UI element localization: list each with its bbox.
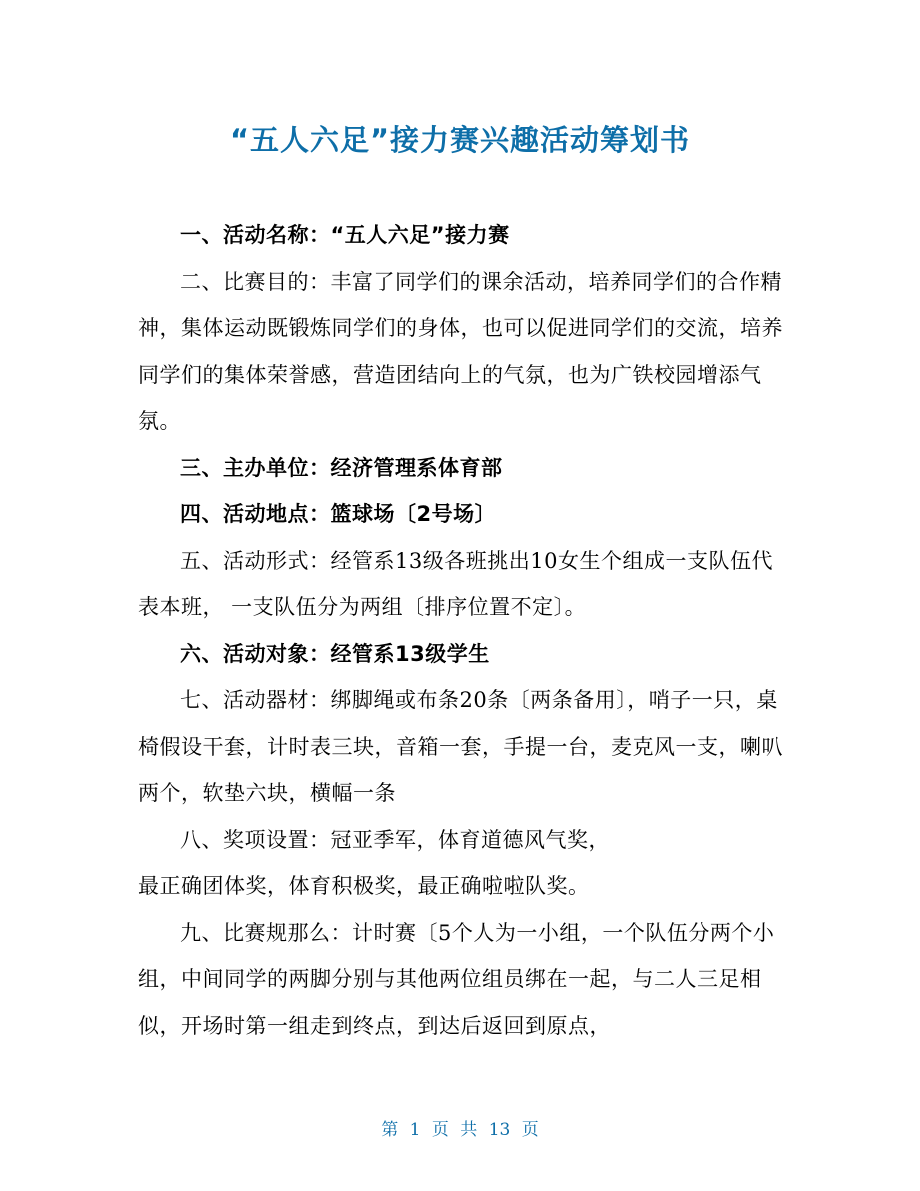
section-location: 四、活动地点：篮球场〔2号场〕 — [180, 502, 497, 526]
section-participants: 六、活动对象：经管系13级学生 — [180, 641, 490, 666]
page-footer: 第 1 页 共 13 页 — [381, 1120, 539, 1140]
section-awards-continued: 最正确团体奖，体育积极奖，最正确啦啦队奖。 — [138, 874, 590, 898]
document-title: “五人六足”接力赛兴趣活动筹划书 — [229, 123, 691, 157]
section-awards: 八、奖项设置：冠亚季军，体育道德风气奖， — [180, 827, 610, 852]
section-purpose: 二、比赛目的：丰富了同学们的课余活动，培养同学们的合作精神，集体运动既锻炼同学们的身体，也可以促进同学们的交流，培养同学们的集体荣誉感，营造团结向上的气氛，也为广铁校园增添气氛。 — [138, 269, 783, 433]
section-activity-name: 一、活动名称：“五人六足”接力赛 — [180, 223, 510, 247]
section-format: 五、活动形式：经管系13级各班挑出10女生个组成一支队伍代表本班， 一支队伍分为两组〔排序位置不定〕。 — [138, 548, 773, 619]
section-rules: 九、比赛规那么：计时赛〔5个人为一小组，一个队伍分两个小组，中间同学的两脚分别与其他两位组员绑在一起，与二人三足相似，开场时第一组走到终点，到达后返回到原点， — [138, 920, 775, 1038]
document-body — [138, 212, 788, 1049]
section-organizer: 三、主办单位：经济管理系体育部 — [180, 455, 503, 480]
section-equipment: 七、活动器材：绑脚绳或布条20条〔两条备用〕，哨子一只，桌椅假设干套，计时表三块，音箱一套，手提一台，麦克风一支，喇叭两个，软垫六块，横幅一条 — [138, 688, 783, 805]
